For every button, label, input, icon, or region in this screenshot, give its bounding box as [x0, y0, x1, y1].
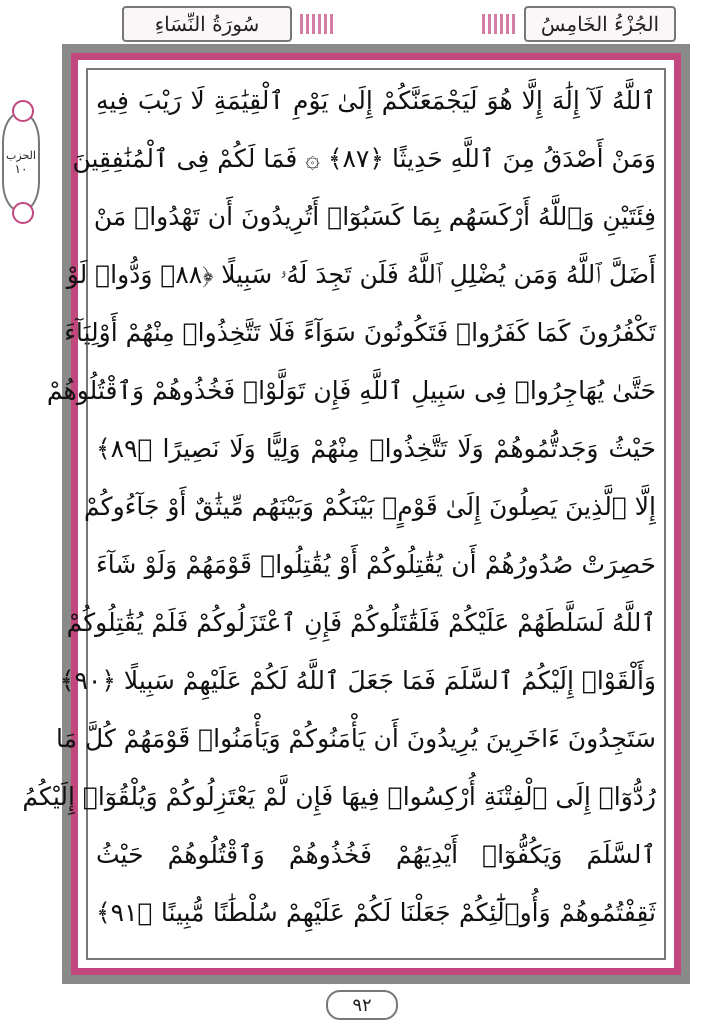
- verse-text-block: [22, 72, 656, 952]
- verse-line: ثَقِفْتُمُوهُمْ وَأُو۟لَٰٓئِكُمْ جَعَلْنَا لَكُمْ عَلَيْهِمْ سُلْطَٰنًا مُّبِينًا ﴿٩١﴾: [96, 898, 656, 927]
- header-ornament-icon: [482, 14, 516, 34]
- verse-line: حَتَّىٰ يُهَاجِرُوا۟ فِى سَبِيلِ ٱللَّهِ فَإِن تَوَلَّوْا۟ فَخُذُوهُمْ وَٱقْتُلُوهُمْ: [46, 376, 656, 405]
- hizb-marker: [2, 112, 40, 212]
- juz-name: الجُزْءُ الخَامِسُ: [540, 12, 660, 36]
- juz-name-header: [524, 6, 676, 42]
- page-number: ٩٢: [352, 994, 372, 1016]
- hizb-number: ١٠: [14, 161, 28, 176]
- verse-line: حَيْثُ وَجَدتُّمُوهُمْ وَلَا تَتَّخِذُوا۟ مِنْهُمْ وَلِيًّا وَلَا نَصِيرًا ﴿٨٩﴾: [96, 434, 656, 463]
- verse-line: ٱللَّهُ لَسَلَّطَهُمْ عَلَيْكُمْ فَلَقَٰتَلُوكُمْ فَإِنِ ٱعْتَزَلُوكُمْ فَلَمْ يُقَٰتِلُوكُمْ: [66, 608, 656, 637]
- verse-line: رُدُّوٓا۟ إِلَى ٱلْفِتْنَةِ أُرْكِسُوا۟ فِيهَا فَإِن لَّمْ يَعْتَزِلُوكُمْ وَيُلْقُوٓا۟ إِلَيْكُمُ: [22, 782, 656, 811]
- header-ornament-icon: [300, 14, 334, 34]
- verse-line: سَتَجِدُونَ ءَاخَرِينَ يُرِيدُونَ أَن يَأْمَنُوكُمْ وَيَأْمَنُوا۟ قَوْمَهُمْ كُلَّ مَا: [56, 724, 656, 753]
- page-number-badge: [326, 990, 398, 1020]
- rosette-icon: [12, 100, 34, 122]
- verse-line: فِئَتَيْنِ وَٱللَّهُ أَرْكَسَهُم بِمَا كَسَبُوٓا۟ أَتُرِيدُونَ أَن تَهْدُوا۟ مَنْ: [93, 202, 656, 231]
- verse-line: إِلَّا ٱلَّذِينَ يَصِلُونَ إِلَىٰ قَوْمٍۭ بَيْنَكُمْ وَبَيْنَهُم مِّيثَٰقٌ أَوْ جَآءُوكُمْ: [84, 492, 656, 521]
- verse-line: وَمَنْ أَصْدَقُ مِنَ ٱللَّهِ حَدِيثًا ﴿٨٧﴾ ۞ فَمَا لَكُمْ فِى ٱلْمُنَٰفِقِينَ: [72, 144, 656, 173]
- verse-line: ٱلسَّلَمَ وَيَكُفُّوٓا۟ أَيْدِيَهُمْ فَخُذُوهُمْ وَٱقْتُلُوهُمْ حَيْثُ: [96, 840, 656, 869]
- verse-line: وَأَلْقَوْا۟ إِلَيْكُمُ ٱلسَّلَمَ فَمَا جَعَلَ ٱللَّهُ لَكُمْ عَلَيْهِمْ سَبِيلًا ﴿٩٠﴾: [59, 666, 656, 695]
- hizb-label: الحزب: [6, 148, 36, 162]
- verse-line: أَضَلَّ ٱللَّهُ وَمَن يُضْلِلِ ٱللَّهُ فَلَن تَجِدَ لَهُۥ سَبِيلًا ﴿٨٨﴾ وَدُّوا۟ لَوْ: [66, 260, 656, 289]
- verse-line: ٱللَّهُ لَآ إِلَٰهَ إِلَّا هُوَ لَيَجْمَعَنَّكُمْ إِلَىٰ يَوْمِ ٱلْقِيَٰمَةِ لَا رَيْبَ فِيهِ: [96, 86, 656, 115]
- surah-name-header: [122, 6, 292, 42]
- surah-name: سُورَةُ النِّسَاءِ: [154, 12, 260, 36]
- rosette-icon: [12, 202, 34, 224]
- verse-line: حَصِرَتْ صُدُورُهُمْ أَن يُقَٰتِلُوكُمْ أَوْ يُقَٰتِلُوا۟ قَوْمَهُمْ وَلَوْ شَآءَ: [96, 550, 656, 579]
- verse-line: تَكْفُرُونَ كَمَا كَفَرُوا۟ فَتَكُونُونَ سَوَآءً فَلَا تَتَّخِذُوا۟ مِنْهُمْ أَوْلِيَآءَ: [64, 318, 656, 347]
